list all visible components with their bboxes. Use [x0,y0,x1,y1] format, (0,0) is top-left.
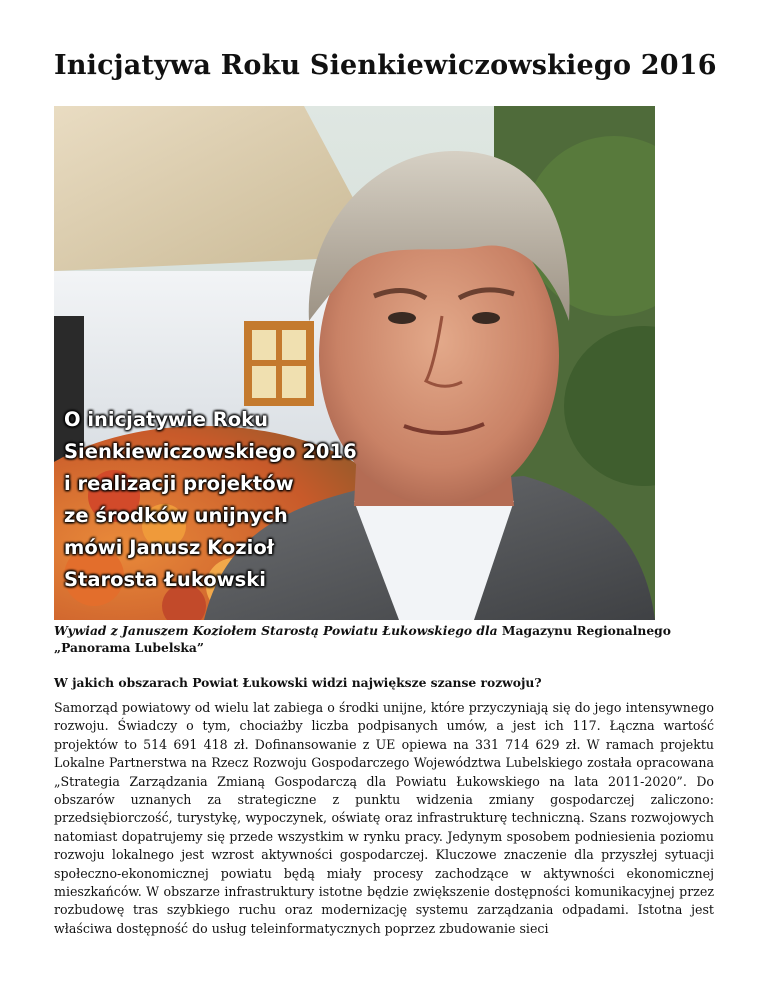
overlay-line: Starosta Łukowski [64,568,266,591]
portrait-photo [54,106,655,620]
overlay-line: Sienkiewiczowskiego 2016 [64,440,357,463]
photo-caption [54,622,714,656]
overlay-line: O inicjatywie Roku [64,408,269,431]
page-title: Inicjatywa Roku Sienkiewiczowskiego 2016 [54,50,717,81]
overlay-line: i realizacji projektów [64,472,294,495]
overlay-line: ze środków unijnych [64,504,288,527]
article-body: Samorząd powiatowy od wielu lat zabiega o środki unijne, które przyczyniają się do jego intensywnego rozwoju. Świadczy o tym, chociażby liczba podpisanych umów, a jest ich 117. Łączna wartość projektów to 514 691 418 zł. Dofinansowanie z UE opiewa na 331 714 629 zł. W ramach projektu Lokalne Partnerstwa na Rzecz Rozwoju Gospodarczego Województwa Lubelskiego została opracowana „Strategia Zarządzania Zmianą Gospodarczą dla Powiatu Łukowskiego na lata 2011-2020”. Do obszarów uznanych za strategiczne z punktu widzenia zmiany gospodarczej zaliczono: przedsiębiorczość, turystykę, wypoczynek, oświatę oraz infrastrukturę techniczną. Szans rozwojowych natomiast dopatrujemy się przede wszystkim w rynku pracy. Jedynym sposobem podniesienia poziomu rozwoju lokalnego jest wzrost aktywności gospodarczej. Kluczowe znaczenie dla przyszłej sytuacji społeczno-ekonomicznej powiatu będą miały procesy zachodzące w aktywności ekonomicznej mieszkańców. W obszarze infrastruktury istotne będzie zwiększenie dostępności komunikacyjnej przez rozbudowę tras szybkiego ruchu oraz modernizację systemu zarządzania odpadami. Istotna jest właściwa dostępność do usług teleinformatycznych poprzez zbudowanie sieci [54,700,714,936]
overlay-line: mówi Janusz Kozioł [64,536,274,559]
caption-italic: Wywiad z Januszem Koziołem Starostą Powiatu Łukowskiego dla [54,623,498,638]
interview-question: W jakich obszarach Powiat Łukowski widzi największe szanse rozwoju? [54,675,542,690]
caption-plain: Magazynu Regionalnego „Panorama Lubelska” [54,623,671,655]
photo-overlay-text [64,404,357,596]
